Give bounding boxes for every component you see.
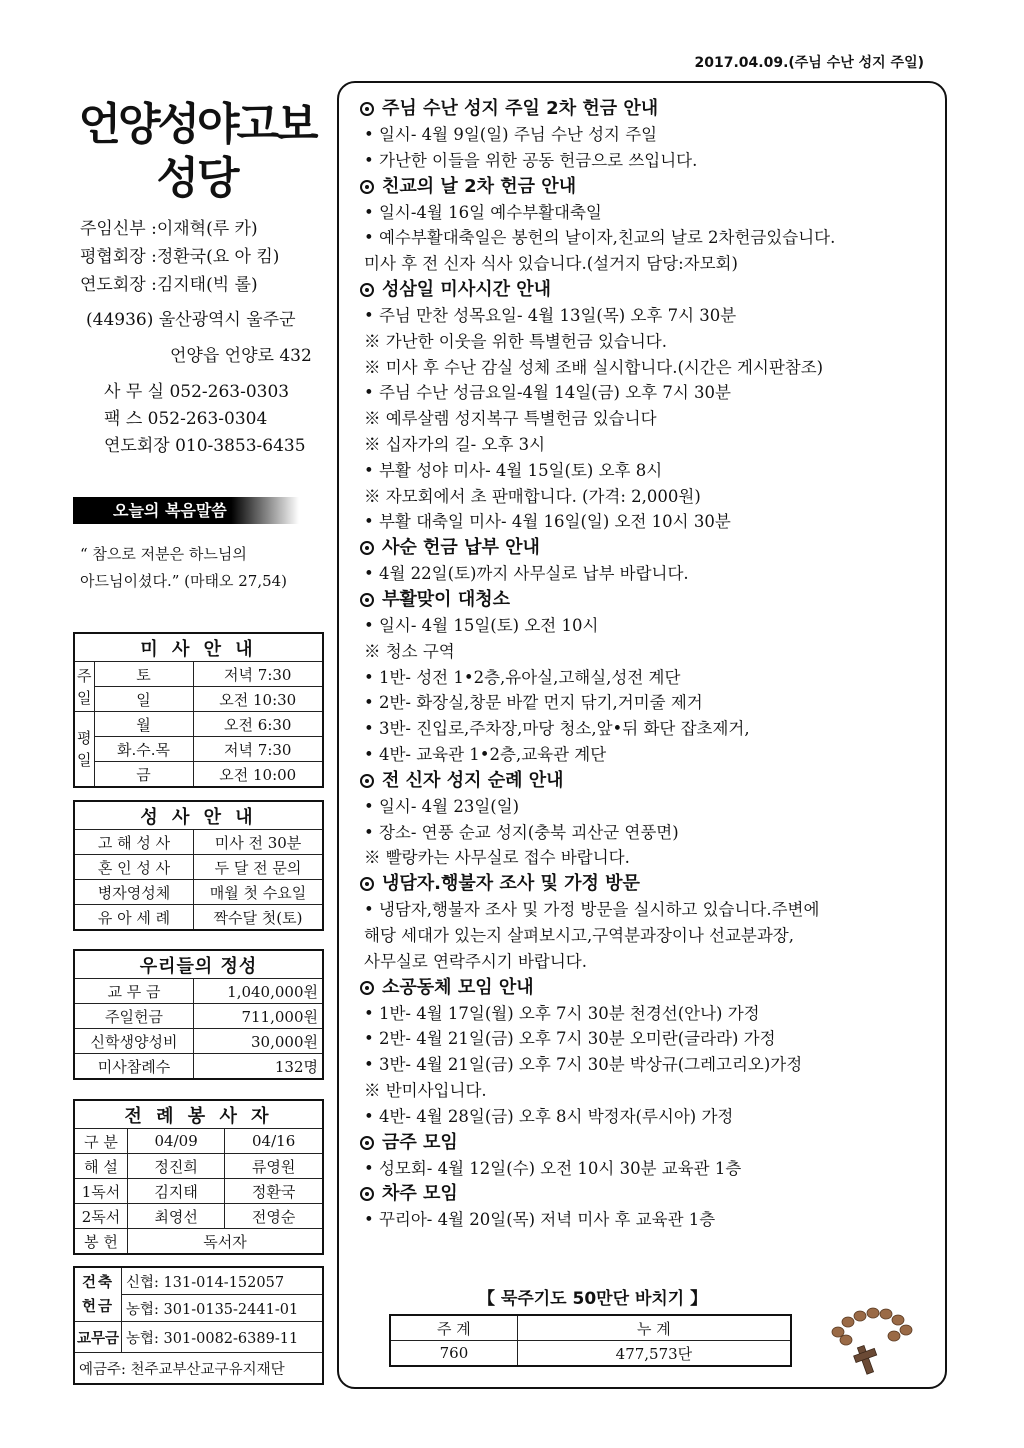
mass-time: 오전 10:00 [193,762,323,788]
notice-line: • 부활 성야 미사- 4월 15일(토) 오후 8시 [364,460,663,480]
account-holder: 예금주: 천주교부산교구유지재단 [74,1353,323,1385]
server-date: 04/09 [128,1129,225,1154]
notice-line: • 1반- 4월 17일(월) 오후 7시 30분 천경선(안나) 가정 [364,1003,760,1023]
offering-value: 30,000원 [194,1029,324,1054]
notice-line: • 3반- 4월 21일(금) 오후 7시 30분 박상규(그레고리오)가정 [364,1055,803,1075]
bullet-circle-icon [360,981,374,995]
sacraments-heading: 성 사 안 내 [74,801,323,830]
mass-day: 일 [94,687,193,712]
notice-heading-text: 주님 수난 성지 주일 2차 헌금 안내 [382,98,659,119]
notice-line: • 장소- 연풍 순교 성지(충북 괴산군 연풍면) [364,822,679,842]
server-name: 정환국 [225,1179,323,1204]
info-memorial-president: 연도회장 :김지태(빅 롤) [80,275,258,295]
notice-heading-text: 전 신자 성지 순례 안내 [382,769,564,791]
offerings-table [73,949,324,1080]
bullet-circle-icon [360,877,374,891]
notice-line: • 일시-4월 16일 예수부활대축일 [364,202,602,222]
notice-line: • 일시- 4월 9일(일) 주님 수난 성지 주일 [364,125,658,144]
mass-day: 금 [94,762,193,788]
server-label: 해 설 [74,1154,128,1179]
notice-line: • 4반- 교육관 1•2층,교육관 계단 [364,744,607,764]
church-name-suffix: 성당 [156,153,238,204]
server-name: 정진희 [128,1154,225,1179]
info-address1: (44936) 울산광역시 울주군 [86,310,296,330]
notice-heading-text: 친교의 날 2차 헌금 안내 [382,175,577,197]
notice-line: • 냉담자,행불자 조사 및 가정 방문을 실시하고 있습니다.주변에 [364,900,820,920]
mass-heading: 미 사 안 내 [74,633,323,662]
server-label: 1독서 [74,1179,128,1204]
mass-time: 저녁 7:30 [193,662,323,687]
notice-line: • 일시- 4월 23일(일) [364,796,520,816]
notice-heading [360,1181,940,1207]
bullet-circle-icon [360,1187,374,1201]
notice-line: ※ 빨랑카는 사무실로 접수 바랍니다. [364,848,630,868]
notice-line: • 2반- 4월 21일(금) 오후 7시 30분 오미란(글라라) 가정 [364,1029,776,1049]
mass-day: 월 [94,712,193,737]
server-name: 류영원 [225,1154,323,1179]
notice-line: • 주님 수난 성금요일-4월 14일(금) 오후 7시 30분 [364,383,731,403]
notice-heading [360,277,940,303]
notice-heading-text: 냉담자.행불자 조사 및 가정 방문 [382,873,640,895]
bullet-circle-icon [360,102,374,116]
notice-line: ※ 청소 구역 [364,641,455,661]
sacrament-value: 짝수달 첫(토) [194,905,324,931]
offering-name: 주일헌금 [74,1004,194,1029]
bullet-circle-icon [360,774,374,788]
notice-heading-text: 성삼일 미사시간 안내 [382,278,552,300]
rosary-weekly-value: 760 [390,1341,517,1367]
notice-line: ※ 예루살렘 성지복구 특별헌금 있습니다 [364,409,657,429]
notice-line: • 부활 대축일 미사- 4월 16일(일) 오전 10시 30분 [364,512,731,532]
gospel-line: 아드님이셨다.” (마태오 27,54) [80,572,288,590]
gospel-heading: 오늘의 복음말씀 [73,497,299,524]
notice-line: ※ 가난한 이웃을 위한 특별헌금 있습니다. [364,331,667,351]
notice-heading [360,96,940,122]
notice-line: 해당 세대가 있는지 살펴보시고,구역분과장이나 선교분과장, [364,925,794,945]
mass-time: 오전 6:30 [193,712,323,737]
notice-line: • 일시- 4월 15일(토) 오전 10시 [364,615,599,635]
notice-heading [360,1130,940,1156]
mass-day: 화.수.목 [94,737,193,762]
mass-table [73,632,324,788]
offering-name: 미사참례수 [74,1054,194,1080]
bullet-circle-icon [360,1136,374,1150]
servers-heading: 전 례 봉 사 자 [74,1100,323,1129]
sacrament-name: 고 해 성 사 [74,830,194,855]
notice-heading-text: 차주 모임 [382,1183,458,1205]
bullet-circle-icon [360,283,374,297]
notice-line: • 주님 만찬 성목요일- 4월 13일(목) 오후 7시 30분 [364,305,737,325]
notice-line: • 예수부활대축일은 봉헌의 날이자,친교의 날로 2차헌금있습니다. [364,228,836,248]
server-name: 최영선 [128,1204,225,1229]
server-name: 전영순 [225,1204,323,1229]
offering-value: 132명 [194,1054,324,1080]
server-label: 구 분 [74,1129,128,1154]
server-date: 04/16 [225,1129,323,1154]
dues-label: 교무금 [74,1322,122,1353]
weekday-label: 평일 [74,712,94,788]
sacrament-name: 혼 인 성 사 [74,855,194,880]
sacrament-name: 병자영성체 [74,880,194,905]
notice-line: 미사 후 전 신자 식사 있습니다.(설거지 담당:자모회) [364,254,738,274]
sacrament-name: 유 아 세 례 [74,905,194,931]
notice-heading [360,768,940,794]
notice-heading-text: 사순 헌금 납부 안내 [382,537,540,559]
info-memorial-phone: 연도회장 010-3853-6435 [104,436,306,456]
info-address2: 언양읍 언양로 432 [170,346,312,366]
accounts-table [73,1266,324,1385]
server-label: 봉 헌 [74,1229,128,1255]
mass-time: 오전 10:30 [193,687,323,712]
notice-heading-text: 금주 모임 [382,1131,458,1153]
sacraments-table [73,800,324,931]
bullet-circle-icon [360,593,374,607]
rosary-col-weekly: 주 계 [390,1315,517,1341]
mass-day: 토 [94,662,193,687]
gospel-line: “ 참으로 저분은 하느님의 [80,545,247,563]
bullet-circle-icon [360,541,374,555]
notice-heading [360,871,940,897]
rosary-title: 【 묵주기도 50만단 바치기 】 [478,1289,708,1309]
notice-line: ※ 미사 후 수난 감실 성체 조배 실시합니다.(시간은 게시판참조) [364,357,824,377]
gospel-text [80,541,330,595]
bulletin-date: 2017.04.09.(주님 수난 성지 주일) [694,55,924,71]
server-name: 김지태 [128,1179,225,1204]
notice-line: ※ 십자가의 길- 오후 3시 [364,434,546,454]
notice-heading-text: 소공동체 모임 안내 [382,976,534,998]
building-account: 농협: 301-0135-2441-01 [122,1295,323,1322]
notice-heading [360,975,940,1001]
notice-line: • 가난한 이들을 위한 공동 헌금으로 쓰입니다. [364,150,698,170]
offering-name: 교 무 금 [74,979,194,1004]
rosary-table [389,1314,792,1367]
server-name: 독서자 [128,1229,324,1255]
notice-heading [360,587,940,613]
notice-line: • 3반- 진입로,주차장,마당 청소,앞•뒤 화단 잡초제거, [364,719,750,739]
server-label: 2독서 [74,1204,128,1229]
notice-line: • 1반- 성전 1•2층,유아실,고해실,성전 계단 [364,667,681,687]
info-fax: 팩 스 052-263-0304 [104,409,268,429]
info-office-phone: 사 무 실 052-263-0303 [104,382,290,402]
offerings-heading: 우리들의 정성 [74,950,323,979]
info-council-president: 평협회장 :정환국(요 아 킴) [80,247,280,267]
notice-line: ※ 자모회에서 초 판매합니다. (가격: 2,000원) [364,486,701,506]
notices-content [360,96,940,1233]
rosary-icon [828,1300,916,1384]
rosary-col-total: 누 계 [517,1315,791,1341]
rosary-total-value: 477,573단 [517,1341,791,1367]
offering-value: 711,000원 [194,1004,324,1029]
notice-line: • 4반- 4월 28일(금) 오후 8시 박정자(루시아) 가정 [364,1106,734,1126]
servers-table [73,1099,324,1255]
bullet-circle-icon [360,180,374,194]
notice-line: 사무실로 연락주시기 바랍니다. [364,951,587,971]
notice-line: • 4월 22일(토)까지 사무실로 납부 바랍니다. [364,564,689,584]
notice-heading [360,535,940,561]
notice-line: ※ 반미사입니다. [364,1080,487,1100]
building-account: 신협: 131-014-152057 [122,1267,323,1295]
dues-account: 농협: 301-0082-6389-11 [122,1322,323,1353]
sacrament-value: 미사 전 30분 [194,830,324,855]
sacrament-value: 두 달 전 문의 [194,855,324,880]
info-pastor: 주임신부 :이재혁(루 카) [80,219,258,239]
notice-line: • 성모회- 4월 12일(수) 오전 10시 30분 교육관 1층 [364,1158,742,1178]
notice-heading [360,174,940,200]
notice-line: • 꾸리아- 4월 20일(목) 저녁 미사 후 교육관 1층 [364,1210,716,1230]
building-fund-label: 건축헌금 [74,1267,122,1322]
sacrament-value: 매월 첫 수요일 [194,880,324,905]
notice-heading-text: 부활맞이 대청소 [382,588,510,610]
mass-time: 저녁 7:30 [193,737,323,762]
offering-value: 1,040,000원 [194,979,324,1004]
offering-name: 신학생양성비 [74,1029,194,1054]
notice-line: • 2반- 화장실,창문 바깥 먼지 닦기,거미줄 제거 [364,693,703,713]
sunday-label: 주일 [74,662,94,712]
church-name: 언양성야고보 [78,99,316,150]
